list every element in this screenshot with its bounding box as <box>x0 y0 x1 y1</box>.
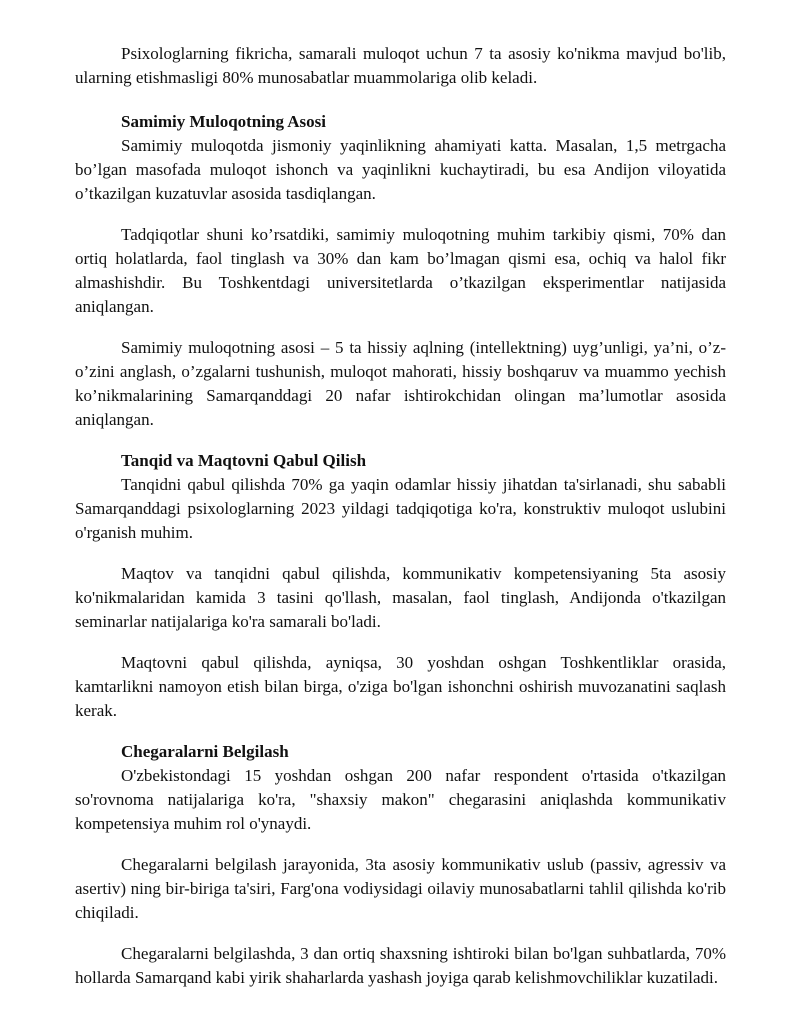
body-paragraph: Tadqiqotlar shuni ko’rsatdiki, samimiy muloqotning muhim tarkibiy qismi, 70% dan ortiq holatlarda, faol tinglash va 30% dan kam bo’lmagan qismi esa, ochiq va halol fikr almashishdir. Bu Toshkentdagi universitetlarda o’tkazilgan eksperimentlar natijasida aniqlangan. <box>75 225 726 316</box>
intro-paragraph: Psixologlarning fikricha, samarali muloqot uchun 7 ta asosiy ko'nikma mavjud bo'lib, ularning etishmasligi 80% munosabatlar muammolariga olib keladi. <box>75 44 726 87</box>
body-paragraph: Chegaralarni belgilash jarayonida, 3ta asosiy kommunikativ uslub (passiv, agressiv va asertiv) ning bir-biriga ta'siri, Farg'ona vodiysidagi oilaviy munosabatlarni tahlil qilishda ko'rib chiqiladi. <box>75 855 726 922</box>
body-paragraph: Samimiy muloqotning asosi – 5 ta hissiy aqlning (intellektning) uyg’unligi, ya’ni, o’z-o’zini anglash, o’zgalarni tushunish, muloqot mahorati, hissiy boshqaruv va muammo yechish ko’nikmalarining Samarqanddagi 20 nafar ishtirokchidan olingan ma’lumotlar asosida aniqlangan. <box>75 338 726 429</box>
document-page <box>75 42 726 1007</box>
body-paragraph: Samimiy muloqotda jismoniy yaqinlikning ahamiyati katta. Masalan, 1,5 metrgacha bo’lgan masofada muloqot ishonch va yaqinlikni kuchaytiradi, bu esa Andijon viloyatida o’tkazilgan kuzatuvlar asosida tasdiqlangan. <box>75 136 726 203</box>
section-samimiy-muloqot <box>75 110 726 432</box>
section-heading: Tanqid va Maqtovni Qabul Qilish <box>121 451 367 470</box>
section-tanqid-maqtov <box>75 449 726 723</box>
body-paragraph: Maqtov va tanqidni qabul qilishda, kommunikativ kompetensiyaning 5ta asosiy ko'nikmalaridan kamida 3 tasini qo'llash, masalan, faol tinglash, Andijonda o'tkazilgan seminarlar natijalariga ko'ra samarali bo'ladi. <box>75 564 726 631</box>
section-chegaralar <box>75 740 726 990</box>
section-heading: Samimiy Muloqotning Asosi <box>121 112 326 131</box>
section-heading: Chegaralarni Belgilash <box>121 742 289 761</box>
body-paragraph: Chegaralarni belgilashda, 3 dan ortiq shaxsning ishtiroki bilan bo'lgan suhbatlarda, 70% hollarda Samarqand kabi yirik shaharlarda yashash joyiga qarab kelishmovchiliklar kuzatiladi. <box>75 944 726 987</box>
body-paragraph: O'zbekistondagi 15 yoshdan oshgan 200 nafar respondent o'rtasida o'tkazilgan so'rovnoma natijalariga ko'ra, "shaxsiy makon" chegarasini aniqlashda kommunikativ kompetensiya muhim rol o'ynaydi. <box>75 766 726 833</box>
body-paragraph: Tanqidni qabul qilishda 70% ga yaqin odamlar hissiy jihatdan ta'sirlanadi, shu sababli Samarqanddagi psixologlarning 2023 yildagi tadqiqotiga ko'ra, konstruktiv muloqot uslubini o'rganish muhim. <box>75 475 726 542</box>
body-paragraph: Maqtovni qabul qilishda, ayniqsa, 30 yoshdan oshgan Toshkentliklar orasida, kamtarlikni namoyon etish bilan birga, o'ziga bo'lgan ishonchni oshirish muvozanatini saqlash kerak. <box>75 653 726 720</box>
